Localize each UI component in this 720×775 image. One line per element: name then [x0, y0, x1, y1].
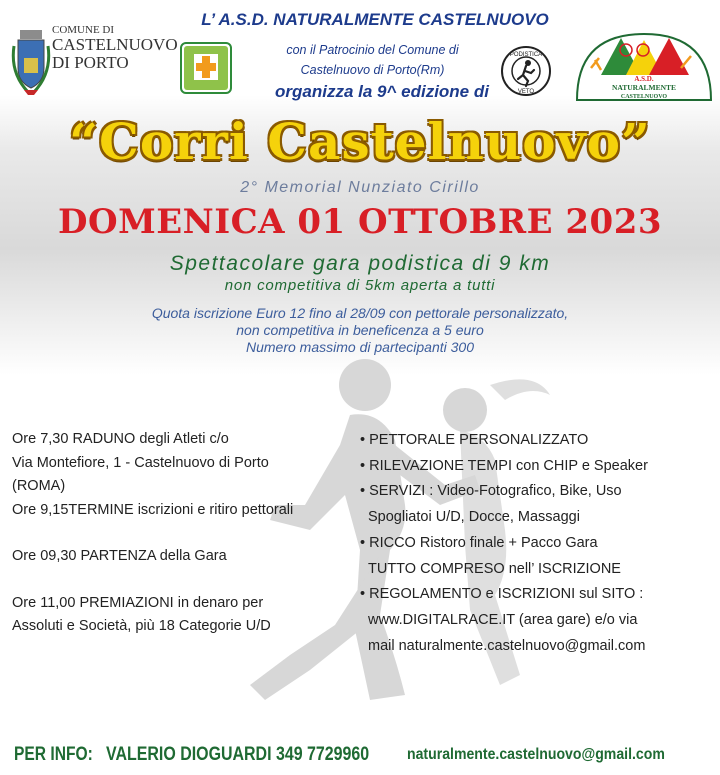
organizer-title: L’ A.S.D. NATURALMENTE CASTELNUOVO	[201, 10, 549, 29]
asd-line3-text: CASTELNUOVO	[620, 94, 668, 100]
service-mail: mail naturalmente.castelnuovo@gmail.com	[368, 637, 646, 654]
footer-info-label: PER INFO:	[14, 744, 93, 765]
asd-line1-text: A.S.D.	[634, 75, 654, 83]
patronage-line1: con il Patrocinio del Comune di	[286, 43, 459, 57]
comune-crest-icon	[10, 28, 52, 96]
service-compreso: TUTTO COMPRESO nell’ ISCRIZIONE	[368, 560, 621, 577]
event-title: “Corri Castelnuovo”	[69, 112, 651, 171]
comune-label-name	[52, 36, 178, 72]
service-spogliatoi: Spogliatoi U/D, Docce, Massaggi	[368, 509, 580, 526]
comune-label-small: COMUNE DI	[52, 24, 115, 36]
schedule-partenza: Ore 09,30 PARTENZA della Gara	[12, 548, 227, 564]
service-rilevazione: • RILEVAZIONE TEMPI con CHIP e Speaker	[360, 457, 648, 474]
comune-line1: CASTELNUOVO	[52, 35, 178, 54]
service-ristoro: • RICCO Ristoro finale + Pacco Gara	[360, 534, 598, 551]
quota-line3: Numero massimo di partecipanti 300	[246, 339, 474, 355]
podistica-top-text: PODISTICA	[509, 52, 543, 58]
podistica-bottom-text: VETO	[517, 89, 535, 95]
race-description: Spettacolare gara podistica di 9 km	[169, 252, 551, 275]
asd-line2-text: NATURALMENTE	[611, 83, 677, 92]
schedule-raduno-line2: Via Montefiore, 1 - Castelnuovo di Porto	[12, 454, 269, 471]
service-website: www.DIGITALRACE.IT (area gare) e/o via	[368, 611, 638, 628]
schedule-premiazioni-line1: Ore 11,00 PREMIAZIONI in denaro per	[12, 594, 264, 611]
schedule-column	[12, 428, 357, 639]
footer-email: naturalmente.castelnuovo@gmail.com	[407, 746, 665, 763]
comune-line2: DI PORTO	[52, 53, 129, 72]
quota-line1: Quota iscrizione Euro 12 fino al 28/09 con pettorale personalizzato,	[151, 305, 569, 321]
service-regolamento: • REGOLAMENTO e ISCRIZIONI sul SITO :	[360, 586, 644, 603]
services-column	[360, 428, 720, 659]
registration-info	[0, 305, 720, 356]
schedule-raduno-line1: Ore 7,30 RADUNO degli Atleti c/o	[12, 431, 229, 447]
edition-text: organizza la 9^ edizione di	[275, 82, 489, 101]
schedule-premiazioni-line2: Assoluti e Società, più 18 Categorie U/D	[12, 618, 271, 634]
event-date: DOMENICA 01 OTTOBRE 2023	[57, 202, 663, 242]
non-competitive-text: non competitiva di 5km aperta a tutti	[224, 277, 496, 294]
footer-contact: VALERIO DIOGUARDI 349 7729960	[106, 744, 370, 765]
asd-naturalmente-logo-icon	[571, 30, 717, 104]
patronage-text	[250, 40, 495, 80]
memorial-subtitle: 2° Memorial Nunziato Cirillo	[240, 179, 480, 196]
podistica-veto-logo-icon	[500, 45, 552, 97]
schedule-raduno-line3: (ROMA)	[12, 478, 66, 494]
service-servizi: • SERVIZI : Video-Fotografico, Bike, Uso	[360, 483, 622, 500]
patronage-line2: Castelnuovo di Porto(Rm)	[300, 63, 445, 77]
quota-line2: non competitiva in beneficenza a 5 euro	[236, 322, 484, 338]
service-pettorale: • PETTORALE PERSONALIZZATO	[360, 432, 589, 448]
green-cross-logo-icon	[180, 42, 232, 94]
schedule-termine: Ore 9,15TERMINE iscrizioni e ritiro pettorali	[12, 501, 294, 518]
